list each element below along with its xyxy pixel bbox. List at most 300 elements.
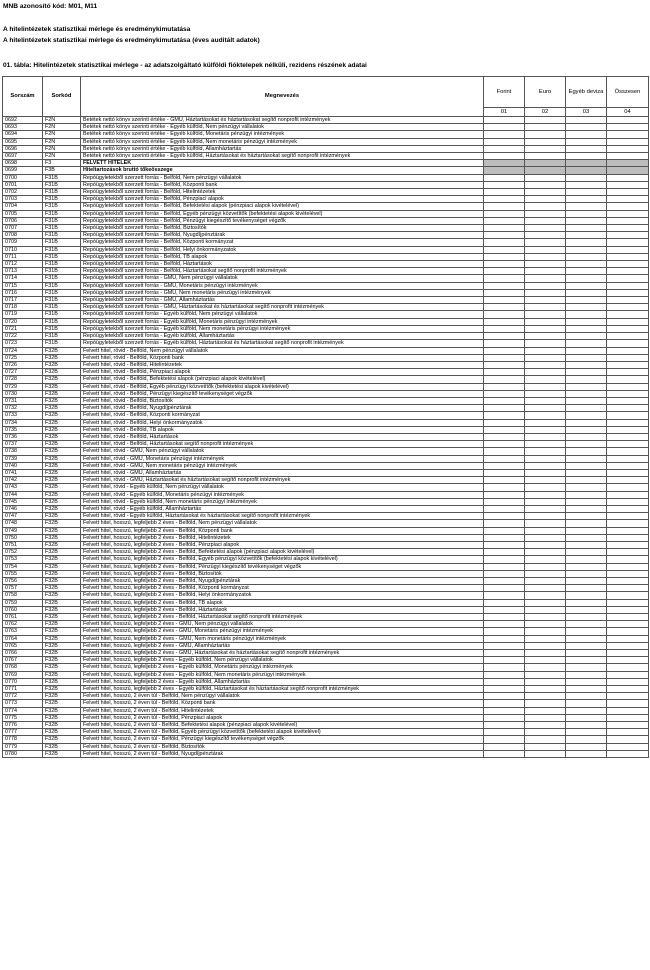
cell-egyeb-deviza bbox=[566, 419, 607, 426]
cell-forint bbox=[484, 707, 525, 714]
row-megnevezes: Felvett hitel, hosszú, legfeljebb 2 éves - Belföld, Háztartások bbox=[81, 606, 484, 613]
row-sorkod: F3B bbox=[43, 167, 81, 174]
cell-egyeb-deviza bbox=[566, 707, 607, 714]
cell-forint bbox=[484, 700, 525, 707]
cell-forint bbox=[484, 563, 525, 570]
row-sorkod: F31B bbox=[43, 304, 81, 311]
cell-egyeb-deviza bbox=[566, 469, 607, 476]
cell-euro bbox=[525, 462, 566, 469]
row-megnevezes: Felvett hitel, rövid - GMU, Monetáris pénzügyi intézmények bbox=[81, 455, 484, 462]
row-megnevezes: Felvett hitel, hosszú, legfeljebb 2 éves - GMU, Háztartásokat és háztartásokat segítő nonprofit intézmények bbox=[81, 650, 484, 657]
cell-euro bbox=[525, 657, 566, 664]
cell-euro bbox=[525, 578, 566, 585]
row-sorszam: 0717 bbox=[3, 297, 43, 304]
cell-euro bbox=[525, 714, 566, 721]
table-row bbox=[3, 347, 649, 354]
cell-osszesen bbox=[607, 138, 649, 145]
row-sorkod: F32B bbox=[43, 664, 81, 671]
row-megnevezes: Repóügyletekből szerzett forrás - Belföld, Központi kormányzat bbox=[81, 239, 484, 246]
cell-egyeb-deviza bbox=[566, 520, 607, 527]
row-megnevezes: Felvett hitel, hosszú, legfeljebb 2 éves - GMU, Monetáris pénzügyi intézmények bbox=[81, 628, 484, 635]
cell-osszesen bbox=[607, 505, 649, 512]
row-megnevezes: Felvett hitel, rövid - Belföld, Hitelintézetek bbox=[81, 361, 484, 368]
row-sorkod: F32B bbox=[43, 520, 81, 527]
row-sorszam: 0725 bbox=[3, 354, 43, 361]
cell-egyeb-deviza bbox=[566, 606, 607, 613]
row-sorkod: F32B bbox=[43, 354, 81, 361]
col-number-egyeb-deviza: 03 bbox=[566, 108, 607, 117]
cell-euro bbox=[525, 217, 566, 224]
row-sorszam: 0706 bbox=[3, 217, 43, 224]
table-row bbox=[3, 304, 649, 311]
table-row bbox=[3, 743, 649, 750]
cell-egyeb-deviza bbox=[566, 664, 607, 671]
row-sorkod: F31B bbox=[43, 311, 81, 318]
row-sorszam: 0701 bbox=[3, 181, 43, 188]
cell-forint bbox=[484, 369, 525, 376]
row-sorkod: F31B bbox=[43, 232, 81, 239]
row-sorkod: F32B bbox=[43, 498, 81, 505]
row-sorszam: 0770 bbox=[3, 678, 43, 685]
row-sorszam: 0719 bbox=[3, 311, 43, 318]
cell-osszesen bbox=[607, 520, 649, 527]
cell-euro bbox=[525, 268, 566, 275]
cell-euro bbox=[525, 477, 566, 484]
cell-euro bbox=[525, 361, 566, 368]
cell-egyeb-deviza bbox=[566, 578, 607, 585]
row-sorkod: F31B bbox=[43, 318, 81, 325]
row-megnevezes: Felvett hitel, hosszú, legfeljebb 2 éves - Belföld, Biztosítók bbox=[81, 570, 484, 577]
row-sorkod: F32B bbox=[43, 491, 81, 498]
cell-forint bbox=[484, 325, 525, 332]
row-sorkod: F32B bbox=[43, 361, 81, 368]
cell-euro bbox=[525, 664, 566, 671]
row-megnevezes: Repóügyletekből szerzett forrás - Belföld, TB alapok bbox=[81, 253, 484, 260]
row-megnevezes: Felvett hitel, rövid - GMU, Államháztartás bbox=[81, 469, 484, 476]
cell-forint bbox=[484, 153, 525, 160]
row-sorkod: F3 bbox=[43, 160, 81, 167]
cell-osszesen bbox=[607, 541, 649, 548]
row-sorkod: F32B bbox=[43, 441, 81, 448]
row-megnevezes: Felvett hitel, rövid - GMU, Háztartásokat és háztartásokat segítő nonprofit intézmények bbox=[81, 477, 484, 484]
row-sorszam: 0751 bbox=[3, 541, 43, 548]
cell-egyeb-deviza bbox=[566, 426, 607, 433]
table-row bbox=[3, 599, 649, 606]
row-sorszam: 0700 bbox=[3, 174, 43, 181]
cell-euro bbox=[525, 340, 566, 347]
cell-osszesen bbox=[607, 261, 649, 268]
cell-forint bbox=[484, 318, 525, 325]
row-sorkod: F32B bbox=[43, 541, 81, 548]
cell-forint bbox=[484, 570, 525, 577]
cell-osszesen bbox=[607, 390, 649, 397]
cell-euro bbox=[525, 419, 566, 426]
table-row bbox=[3, 333, 649, 340]
cell-euro bbox=[525, 261, 566, 268]
cell-osszesen bbox=[607, 678, 649, 685]
cell-euro bbox=[525, 750, 566, 757]
row-sorkod: F32B bbox=[43, 671, 81, 678]
row-sorszam: 0718 bbox=[3, 304, 43, 311]
cell-osszesen bbox=[607, 599, 649, 606]
cell-osszesen bbox=[607, 635, 649, 642]
table-row bbox=[3, 527, 649, 534]
row-megnevezes: Repóügyletekből szerzett forrás - GMU, Nem pénzügyi vállalatok bbox=[81, 275, 484, 282]
row-sorszam: 0745 bbox=[3, 498, 43, 505]
cell-euro bbox=[525, 513, 566, 520]
table-row bbox=[3, 253, 649, 260]
cell-forint bbox=[484, 210, 525, 217]
cell-forint bbox=[484, 578, 525, 585]
table-row bbox=[3, 361, 649, 368]
table-row bbox=[3, 210, 649, 217]
row-megnevezes: Felvett hitel, hosszú, legfeljebb 2 éves - Egyéb külföld, Nem monetáris pénzügyi intézmények bbox=[81, 671, 484, 678]
cell-egyeb-deviza bbox=[566, 556, 607, 563]
row-megnevezes: Repóügyletekből szerzett forrás - Belföld, Háztartások bbox=[81, 261, 484, 268]
col-header-osszesen: Összesen bbox=[607, 77, 649, 108]
cell-osszesen bbox=[607, 282, 649, 289]
row-sorkod: F32B bbox=[43, 650, 81, 657]
cell-forint bbox=[484, 160, 525, 167]
cell-forint bbox=[484, 678, 525, 685]
cell-osszesen bbox=[607, 253, 649, 260]
table-row bbox=[3, 145, 649, 152]
row-sorkod: F32B bbox=[43, 750, 81, 757]
cell-osszesen bbox=[607, 448, 649, 455]
cell-forint bbox=[484, 520, 525, 527]
cell-egyeb-deviza bbox=[566, 153, 607, 160]
row-sorszam: 0737 bbox=[3, 441, 43, 448]
row-sorszam: 0714 bbox=[3, 275, 43, 282]
cell-euro bbox=[525, 585, 566, 592]
row-sorszam: 0744 bbox=[3, 491, 43, 498]
cell-osszesen bbox=[607, 412, 649, 419]
cell-osszesen bbox=[607, 268, 649, 275]
cell-forint bbox=[484, 297, 525, 304]
cell-egyeb-deviza bbox=[566, 405, 607, 412]
row-sorkod: F2N bbox=[43, 138, 81, 145]
row-megnevezes: Felvett hitel, rövid - Belföld, Nem pénzügyi vállalatok bbox=[81, 347, 484, 354]
cell-osszesen bbox=[607, 275, 649, 282]
table-row bbox=[3, 693, 649, 700]
cell-osszesen bbox=[607, 621, 649, 628]
cell-egyeb-deviza bbox=[566, 714, 607, 721]
cell-forint bbox=[484, 484, 525, 491]
cell-euro bbox=[525, 722, 566, 729]
cell-forint bbox=[484, 246, 525, 253]
table-row bbox=[3, 563, 649, 570]
row-sorkod: F2N bbox=[43, 117, 81, 124]
row-megnevezes: Felvett hitel, rövid - Belföld, Nyugdíjpénztárak bbox=[81, 405, 484, 412]
cell-osszesen bbox=[607, 297, 649, 304]
table-row bbox=[3, 397, 649, 404]
table-row bbox=[3, 484, 649, 491]
cell-osszesen bbox=[607, 232, 649, 239]
cell-egyeb-deviza bbox=[566, 160, 607, 167]
cell-euro bbox=[525, 369, 566, 376]
cell-forint bbox=[484, 275, 525, 282]
cell-egyeb-deviza bbox=[566, 311, 607, 318]
row-sorkod: F31B bbox=[43, 189, 81, 196]
row-sorkod: F31B bbox=[43, 203, 81, 210]
row-sorszam: 0720 bbox=[3, 318, 43, 325]
cell-osszesen bbox=[607, 210, 649, 217]
table-row bbox=[3, 354, 649, 361]
row-sorkod: F32B bbox=[43, 736, 81, 743]
cell-osszesen bbox=[607, 628, 649, 635]
row-megnevezes: Repóügyletekből szerzett forrás - Belföld, Egyéb pénzügyi közvetítők (befektetési alapok kivételével) bbox=[81, 210, 484, 217]
cell-egyeb-deviza bbox=[566, 433, 607, 440]
table-row bbox=[3, 268, 649, 275]
row-sorszam: 0758 bbox=[3, 592, 43, 599]
cell-osszesen bbox=[607, 174, 649, 181]
row-megnevezes: Betétek nettó könyv szerinti értéke - Egyéb külföld, Nem pénzügyi vállalatok bbox=[81, 124, 484, 131]
table-row bbox=[3, 275, 649, 282]
cell-egyeb-deviza bbox=[566, 750, 607, 757]
cell-egyeb-deviza bbox=[566, 383, 607, 390]
row-megnevezes: Felvett hitel, rövid - GMU, Nem monetáris pénzügyi intézmények bbox=[81, 462, 484, 469]
cell-forint bbox=[484, 650, 525, 657]
cell-forint bbox=[484, 426, 525, 433]
row-sorkod: F32B bbox=[43, 433, 81, 440]
cell-osszesen bbox=[607, 693, 649, 700]
cell-euro bbox=[525, 289, 566, 296]
cell-euro bbox=[525, 678, 566, 685]
cell-euro bbox=[525, 405, 566, 412]
cell-egyeb-deviza bbox=[566, 736, 607, 743]
cell-forint bbox=[484, 225, 525, 232]
cell-forint bbox=[484, 433, 525, 440]
cell-osszesen bbox=[607, 534, 649, 541]
cell-forint bbox=[484, 614, 525, 621]
cell-osszesen bbox=[607, 477, 649, 484]
table-row bbox=[3, 671, 649, 678]
cell-forint bbox=[484, 599, 525, 606]
col-number-osszesen: 04 bbox=[607, 108, 649, 117]
row-megnevezes: Felvett hitel, rövid - Belföld, Háztartásokat segítő nonprofit intézmények bbox=[81, 441, 484, 448]
row-sorszam: 0772 bbox=[3, 693, 43, 700]
row-sorszam: 0762 bbox=[3, 621, 43, 628]
cell-osszesen bbox=[607, 318, 649, 325]
table-row bbox=[3, 246, 649, 253]
row-sorszam: 0779 bbox=[3, 743, 43, 750]
cell-osszesen bbox=[607, 196, 649, 203]
cell-egyeb-deviza bbox=[566, 203, 607, 210]
row-megnevezes: Felvett hitel, hosszú, 2 éven túl - Belföld, Pénzügyi kiegészítő tevékenységet végzők bbox=[81, 736, 484, 743]
row-sorkod: F2N bbox=[43, 131, 81, 138]
row-sorkod: F32B bbox=[43, 693, 81, 700]
cell-forint bbox=[484, 549, 525, 556]
row-sorkod: F32B bbox=[43, 700, 81, 707]
cell-forint bbox=[484, 585, 525, 592]
row-megnevezes: Felvett hitel, hosszú, legfeljebb 2 éves - GMU, Nem monetáris pénzügyi intézmények bbox=[81, 635, 484, 642]
cell-egyeb-deviza bbox=[566, 181, 607, 188]
row-megnevezes: Felvett hitel, hosszú, legfeljebb 2 éves - Belföld, Pénzügyi kiegészítő tevékenységet végzők bbox=[81, 563, 484, 570]
cell-egyeb-deviza bbox=[566, 700, 607, 707]
cell-egyeb-deviza bbox=[566, 333, 607, 340]
cell-osszesen bbox=[607, 340, 649, 347]
row-sorszam: 0702 bbox=[3, 189, 43, 196]
row-sorszam: 0694 bbox=[3, 131, 43, 138]
cell-egyeb-deviza bbox=[566, 441, 607, 448]
cell-euro bbox=[525, 203, 566, 210]
table-row bbox=[3, 585, 649, 592]
cell-osszesen bbox=[607, 124, 649, 131]
row-sorkod: F32B bbox=[43, 405, 81, 412]
row-megnevezes: Felvett hitel, rövid - Egyéb külföld, Államháztartás bbox=[81, 505, 484, 512]
row-sorszam: 0761 bbox=[3, 614, 43, 621]
cell-euro bbox=[525, 520, 566, 527]
row-megnevezes: Felvett hitel, rövid - Belföld, Biztosítók bbox=[81, 397, 484, 404]
table-row bbox=[3, 311, 649, 318]
table-row bbox=[3, 419, 649, 426]
cell-euro bbox=[525, 635, 566, 642]
row-sorszam: 0769 bbox=[3, 671, 43, 678]
row-sorszam: 0753 bbox=[3, 556, 43, 563]
cell-euro bbox=[525, 448, 566, 455]
row-megnevezes: FELVETT HITELEK bbox=[81, 160, 484, 167]
row-sorszam: 0728 bbox=[3, 376, 43, 383]
row-sorkod: F32B bbox=[43, 635, 81, 642]
cell-egyeb-deviza bbox=[566, 592, 607, 599]
cell-forint bbox=[484, 714, 525, 721]
cell-euro bbox=[525, 138, 566, 145]
row-sorszam: 0724 bbox=[3, 347, 43, 354]
cell-euro bbox=[525, 505, 566, 512]
cell-euro bbox=[525, 693, 566, 700]
row-sorszam: 0750 bbox=[3, 534, 43, 541]
cell-euro bbox=[525, 239, 566, 246]
cell-forint bbox=[484, 498, 525, 505]
row-sorszam: 0757 bbox=[3, 585, 43, 592]
cell-osszesen bbox=[607, 289, 649, 296]
cell-osszesen bbox=[607, 203, 649, 210]
table-header-row bbox=[3, 77, 649, 108]
table-title: 01. tábla: Hitelintézetek statisztikai mérlege - az adatszolgáltató külföldi fióktelepek nélküli, rezidens részének adatai bbox=[3, 62, 367, 69]
cell-osszesen bbox=[607, 714, 649, 721]
row-megnevezes: Repóügyletekből szerzett forrás - Egyéb külföld, Államháztartás bbox=[81, 333, 484, 340]
cell-forint bbox=[484, 261, 525, 268]
cell-forint bbox=[484, 239, 525, 246]
row-sorkod: F32B bbox=[43, 628, 81, 635]
row-sorkod: F31B bbox=[43, 253, 81, 260]
cell-euro bbox=[525, 642, 566, 649]
table-row bbox=[3, 462, 649, 469]
row-sorszam: 0776 bbox=[3, 722, 43, 729]
row-megnevezes: Felvett hitel, rövid - Egyéb külföld, Háztartásokat és háztartásokat segítő nonprofit intézmények bbox=[81, 513, 484, 520]
cell-osszesen bbox=[607, 671, 649, 678]
row-sorszam: 0749 bbox=[3, 527, 43, 534]
cell-euro bbox=[525, 354, 566, 361]
table-row bbox=[3, 369, 649, 376]
table-row bbox=[3, 513, 649, 520]
row-megnevezes: Repóügyletekből szerzett forrás - Belföld, Nyugdíjpénztárak bbox=[81, 232, 484, 239]
cell-euro bbox=[525, 743, 566, 750]
cell-forint bbox=[484, 340, 525, 347]
row-sorkod: F32B bbox=[43, 505, 81, 512]
row-sorszam: 0721 bbox=[3, 325, 43, 332]
row-sorkod: F32B bbox=[43, 563, 81, 570]
row-sorszam: 0716 bbox=[3, 289, 43, 296]
row-sorkod: F32B bbox=[43, 412, 81, 419]
row-megnevezes: Repóügyletekből szerzett forrás - Belföld, Biztosítók bbox=[81, 225, 484, 232]
cell-forint bbox=[484, 354, 525, 361]
row-sorszam: 0703 bbox=[3, 196, 43, 203]
cell-euro bbox=[525, 736, 566, 743]
table-row bbox=[3, 686, 649, 693]
table-row bbox=[3, 117, 649, 124]
cell-forint bbox=[484, 534, 525, 541]
row-megnevezes: Repóügyletekből szerzett forrás - GMU, Monetáris pénzügyi intézmények bbox=[81, 282, 484, 289]
row-sorszam: 0729 bbox=[3, 383, 43, 390]
cell-egyeb-deviza bbox=[566, 614, 607, 621]
cell-egyeb-deviza bbox=[566, 397, 607, 404]
row-sorszam: 0726 bbox=[3, 361, 43, 368]
cell-forint bbox=[484, 232, 525, 239]
cell-euro bbox=[525, 117, 566, 124]
table-row bbox=[3, 383, 649, 390]
row-sorszam: 0780 bbox=[3, 750, 43, 757]
cell-euro bbox=[525, 455, 566, 462]
cell-forint bbox=[484, 138, 525, 145]
row-sorszam: 0736 bbox=[3, 433, 43, 440]
cell-forint bbox=[484, 304, 525, 311]
col-header-euro: Euro bbox=[525, 77, 566, 108]
row-megnevezes: Felvett hitel, hosszú, legfeljebb 2 éves - Belföld, Hitelintézetek bbox=[81, 534, 484, 541]
row-megnevezes: Felvett hitel, rövid - Egyéb külföld, Nem pénzügyi vállalatok bbox=[81, 484, 484, 491]
row-sorszam: 0732 bbox=[3, 405, 43, 412]
cell-egyeb-deviza bbox=[566, 650, 607, 657]
row-megnevezes: Felvett hitel, rövid - Belföld, Pénzpiaci alapok bbox=[81, 369, 484, 376]
row-megnevezes: Repóügyletekből szerzett forrás - Egyéb külföld, Nem pénzügyi vállalatok bbox=[81, 311, 484, 318]
col-header-egyeb-deviza: Egyéb deviza bbox=[566, 77, 607, 108]
cell-euro bbox=[525, 160, 566, 167]
cell-euro bbox=[525, 570, 566, 577]
cell-euro bbox=[525, 469, 566, 476]
row-sorszam: 0734 bbox=[3, 419, 43, 426]
balance-sheet-table bbox=[2, 76, 649, 758]
row-megnevezes: Felvett hitel, hosszú, 2 éven túl - Belföld, Központi bank bbox=[81, 700, 484, 707]
cell-forint bbox=[484, 167, 525, 174]
row-sorkod: F32B bbox=[43, 369, 81, 376]
row-megnevezes: Repóügyletekből szerzett forrás - Belföld, Háztartásokat segítő nonprofit intézmények bbox=[81, 268, 484, 275]
cell-egyeb-deviza bbox=[566, 462, 607, 469]
cell-forint bbox=[484, 642, 525, 649]
cell-osszesen bbox=[607, 686, 649, 693]
cell-osszesen bbox=[607, 707, 649, 714]
cell-euro bbox=[525, 347, 566, 354]
row-sorkod: F2N bbox=[43, 153, 81, 160]
row-sorszam: 0742 bbox=[3, 477, 43, 484]
cell-forint bbox=[484, 441, 525, 448]
table-row bbox=[3, 505, 649, 512]
row-megnevezes: Felvett hitel, hosszú, 2 éven túl - Belföld, Nyugdíjpénztárak bbox=[81, 750, 484, 757]
table-row bbox=[3, 621, 649, 628]
cell-euro bbox=[525, 397, 566, 404]
cell-euro bbox=[525, 304, 566, 311]
table-row bbox=[3, 477, 649, 484]
col-number-euro: 02 bbox=[525, 108, 566, 117]
table-body bbox=[3, 117, 649, 758]
cell-forint bbox=[484, 253, 525, 260]
report-title: A hitelintézetek statisztikai mérlege és eredménykimutatása bbox=[3, 26, 191, 33]
row-sorszam: 0755 bbox=[3, 570, 43, 577]
row-megnevezes: Repóügyletekből szerzett forrás - Belföld, Központi bank bbox=[81, 181, 484, 188]
row-megnevezes: Felvett hitel, hosszú, legfeljebb 2 éves - Egyéb külföld, Államháztartás bbox=[81, 678, 484, 685]
row-megnevezes: Felvett hitel, hosszú, legfeljebb 2 éves - Egyéb külföld, Háztartásokat és háztartásokat segítő nonprofit intézmények bbox=[81, 686, 484, 693]
row-megnevezes: Felvett hitel, rövid - Egyéb külföld, Nem monetáris pénzügyi intézmények bbox=[81, 498, 484, 505]
cell-osszesen bbox=[607, 650, 649, 657]
